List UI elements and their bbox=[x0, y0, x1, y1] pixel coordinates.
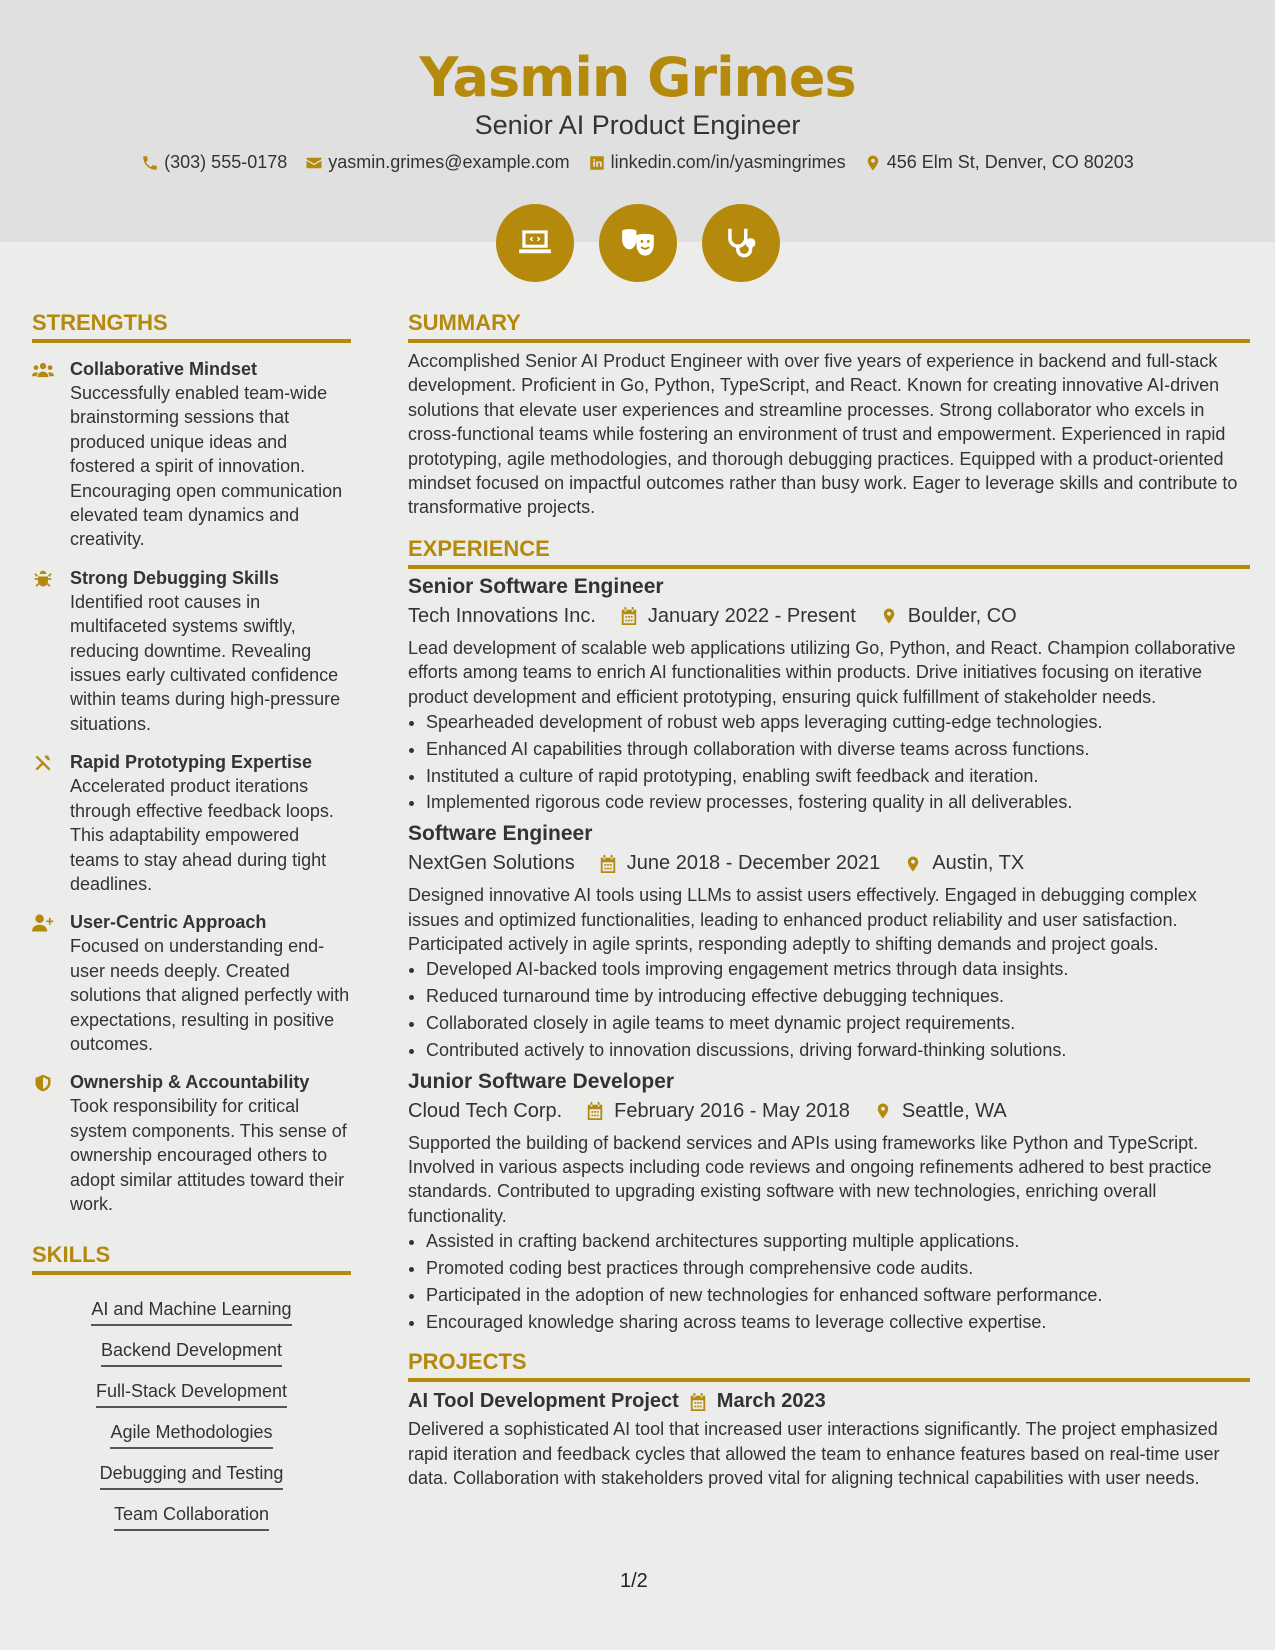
badge-row bbox=[0, 204, 1275, 282]
skill-item: AI and Machine Learning bbox=[91, 1299, 291, 1326]
job-entry bbox=[408, 575, 1250, 816]
bullet-item: • Spearheaded development of robust web apps leveraging cutting-edge technologies. bbox=[426, 709, 1250, 736]
job-desc: Supported the building of backend services and APIs using frameworks like Python and TypeScript. Involved in various aspects including code reviews and ongoing refinements adhered to best practice standards. Contributed to upgrading existing software with new technologies, enriching overall functionality. bbox=[408, 1132, 1212, 1226]
job-meta bbox=[408, 852, 1250, 875]
calendar-icon bbox=[599, 854, 617, 874]
laptop-code-icon bbox=[516, 224, 554, 262]
tools-icon bbox=[32, 753, 54, 773]
bullet-item: • Encouraged knowledge sharing across teams to leverage collective expertise. bbox=[426, 1309, 1250, 1336]
strength-item bbox=[32, 1070, 351, 1216]
contact-address bbox=[864, 152, 1134, 173]
linkedin-text: linkedin.com/in/yasmingrimes bbox=[610, 152, 846, 172]
candidate-role: Senior AI Product Engineer bbox=[474, 110, 801, 140]
project-date: March 2023 bbox=[716, 1390, 826, 1413]
strength-item bbox=[32, 750, 351, 896]
job-entry bbox=[408, 822, 1250, 1063]
calendar-icon bbox=[586, 1101, 604, 1121]
laptop-code-badge bbox=[496, 204, 574, 282]
skills-heading: SKILLS bbox=[32, 1242, 351, 1275]
candidate-name: Yasmin Grimes bbox=[419, 46, 856, 109]
summary-text: Accomplished Senior AI Product Engineer with over five years of experience in backend and full-stack development. Proficient in Go, Python, TypeScript, and React. Known for creating innovative AI-driven solutions that elevate user experiences and streamline processes. Strong collaborator who excels in cross-functional teams while fostering an environment of trust and empowerment. Experienced in rapid prototyping, agile methodologies, and thorough debugging practices. Equipped with a product-oriented mindset focused on impactful outcomes rather than busy work. Eager to leverage skills and contribute to transformative projects. bbox=[408, 351, 1238, 518]
strength-title: Ownership & Accountability bbox=[70, 1072, 310, 1093]
projects-heading: PROJECTS bbox=[408, 1349, 1250, 1382]
bullet-item: • Collaborated closely in agile teams to meet dynamic project requirements. bbox=[426, 1010, 1250, 1037]
bullet-item: • Reduced turnaround time by introducing effective debugging techniques. bbox=[426, 983, 1250, 1010]
skill-item: Full-Stack Development bbox=[96, 1381, 287, 1408]
envelope-icon bbox=[305, 154, 323, 172]
strength-title: Collaborative Mindset bbox=[70, 359, 258, 379]
strength-item bbox=[32, 910, 351, 1056]
theater-masks-icon bbox=[619, 224, 657, 262]
linkedin-icon bbox=[588, 154, 606, 172]
map-marker-icon bbox=[874, 1101, 892, 1121]
strength-item bbox=[32, 357, 351, 552]
map-marker-icon bbox=[864, 154, 882, 172]
skill-item: Agile Methodologies bbox=[110, 1422, 272, 1449]
skill-item: Debugging and Testing bbox=[100, 1463, 284, 1490]
job-title: Junior Software Developer bbox=[408, 1069, 675, 1093]
skill-item: Team Collaboration bbox=[114, 1504, 269, 1531]
job-desc: Designed innovative AI tools using LLMs to assist users effectively. Engaged in debugging complex issues and optimized functionalities, leading to enhanced product reliability and user satisfaction. Participated actively in agile sprints, responding adeptly to shifting demands and project goals. bbox=[408, 885, 1197, 955]
stethoscope-badge bbox=[702, 204, 780, 282]
strength-desc: Took responsibility for critical system components. This sense of ownership encouraged others to adopt similar attitudes toward their work. bbox=[70, 1096, 347, 1214]
user-plus-icon bbox=[32, 913, 54, 933]
calendar-icon bbox=[620, 606, 638, 626]
bullet-item: • Developed AI-backed tools improving engagement metrics through data insights. bbox=[426, 956, 1250, 983]
phone-text: (303) 555-0178 bbox=[164, 152, 288, 172]
job-location: Seattle, WA bbox=[901, 1099, 1007, 1122]
job-entry bbox=[408, 1070, 1250, 1336]
contact-bar bbox=[0, 152, 1275, 173]
bullet-item: • Promoted coding best practices through comprehensive code audits. bbox=[426, 1255, 1250, 1282]
users-icon bbox=[32, 360, 54, 380]
job-location: Austin, TX bbox=[932, 852, 1025, 875]
strength-title: Strong Debugging Skills bbox=[70, 567, 280, 588]
shield-icon bbox=[32, 1073, 54, 1093]
right-column bbox=[408, 310, 1250, 1491]
skills-list bbox=[32, 1285, 351, 1531]
job-title: Senior Software Engineer bbox=[408, 574, 664, 598]
job-bullets bbox=[408, 709, 1250, 816]
job-dates: June 2018 - December 2021 bbox=[626, 852, 881, 875]
job-company: Cloud Tech Corp. bbox=[408, 1099, 563, 1122]
contact-phone[interactable] bbox=[141, 152, 287, 173]
strength-title: Rapid Prototyping Expertise bbox=[70, 752, 313, 773]
strength-desc: Successfully enabled team-wide brainstorming sessions that produced unique ideas and fostered a spirit of innovation. Encouraging open communication elevated team dynamics and creativity. bbox=[70, 383, 343, 550]
job-dates: February 2016 - May 2018 bbox=[614, 1099, 850, 1122]
bullet-item: • Enhanced AI capabilities through collaboration with diverse teams across functions. bbox=[426, 736, 1250, 763]
address-text: 456 Elm St, Denver, CO 80203 bbox=[886, 152, 1134, 172]
strength-desc: Focused on understanding end-user needs deeply. Created solutions that aligned perfectly with expectations, resulting in positive outcomes. bbox=[70, 936, 350, 1054]
left-column bbox=[32, 310, 351, 1531]
page-number: 1/2 bbox=[620, 1570, 648, 1592]
theater-masks-badge bbox=[599, 204, 677, 282]
strength-desc: Accelerated product iterations through effective feedback loops. This adaptability empowered teams to stay ahead during tight deadlines. bbox=[70, 776, 334, 894]
project-header bbox=[408, 1390, 1250, 1413]
strength-item bbox=[32, 566, 351, 736]
strengths-heading: STRENGTHS bbox=[32, 310, 351, 343]
job-meta bbox=[408, 1100, 1250, 1123]
summary-heading: SUMMARY bbox=[408, 310, 1250, 343]
project-desc: Delivered a sophisticated AI tool that increased user interactions significantly. The project emphasized rapid iteration and feedback cycles that allowed the team to enhance features based on real-time user data. Collaboration with stakeholders proved vital for aligning technical capabilities with user needs. bbox=[408, 1419, 1220, 1489]
job-desc: Lead development of scalable web applications utilizing Go, Python, and React. Champion collaborative efforts among teams to enrich AI functionalities within products. Drive initiatives focusing on iterative product development and efficient prototyping, ensuring quick fulfillment of stakeholder needs. bbox=[408, 637, 1236, 707]
strength-title: User-Centric Approach bbox=[70, 912, 267, 933]
bullet-item: • Assisted in crafting backend architectures supporting multiple applications. bbox=[426, 1228, 1250, 1255]
skill-item: Backend Development bbox=[101, 1340, 282, 1367]
stethoscope-icon bbox=[722, 224, 760, 262]
contact-linkedin[interactable] bbox=[588, 152, 846, 173]
map-marker-icon bbox=[880, 606, 898, 626]
bug-icon bbox=[32, 569, 54, 589]
bullet-item: • Implemented rigorous code review processes, fostering quality in all deliverables. bbox=[426, 789, 1250, 816]
experience-heading: EXPERIENCE bbox=[408, 536, 1250, 569]
bullet-item: • Participated in the adoption of new technologies for enhanced software performance. bbox=[426, 1282, 1250, 1309]
project-title: AI Tool Development Project bbox=[408, 1390, 679, 1413]
job-title: Software Engineer bbox=[408, 822, 593, 846]
bullet-item: • Instituted a culture of rapid prototyping, enabling swift feedback and iteration. bbox=[426, 763, 1250, 790]
contact-email[interactable] bbox=[305, 152, 569, 173]
job-dates: January 2022 - Present bbox=[647, 604, 856, 627]
job-bullets bbox=[408, 956, 1250, 1063]
map-marker-icon bbox=[904, 854, 922, 874]
phone-icon bbox=[141, 154, 159, 172]
strength-desc: Identified root causes in multifaceted systems swiftly, reducing downtime. Revealing issues early cultivated confidence within teams during high-pressure situations. bbox=[70, 591, 341, 734]
job-company: NextGen Solutions bbox=[408, 852, 575, 875]
bullet-item: • Contributed actively to innovation discussions, driving forward-thinking solutions. bbox=[426, 1037, 1250, 1064]
email-text: yasmin.grimes@example.com bbox=[328, 152, 570, 172]
job-company: Tech Innovations Inc. bbox=[408, 604, 596, 627]
job-meta bbox=[408, 605, 1250, 628]
job-location: Boulder, CO bbox=[907, 604, 1017, 627]
job-bullets bbox=[408, 1228, 1250, 1335]
calendar-icon bbox=[689, 1392, 707, 1412]
